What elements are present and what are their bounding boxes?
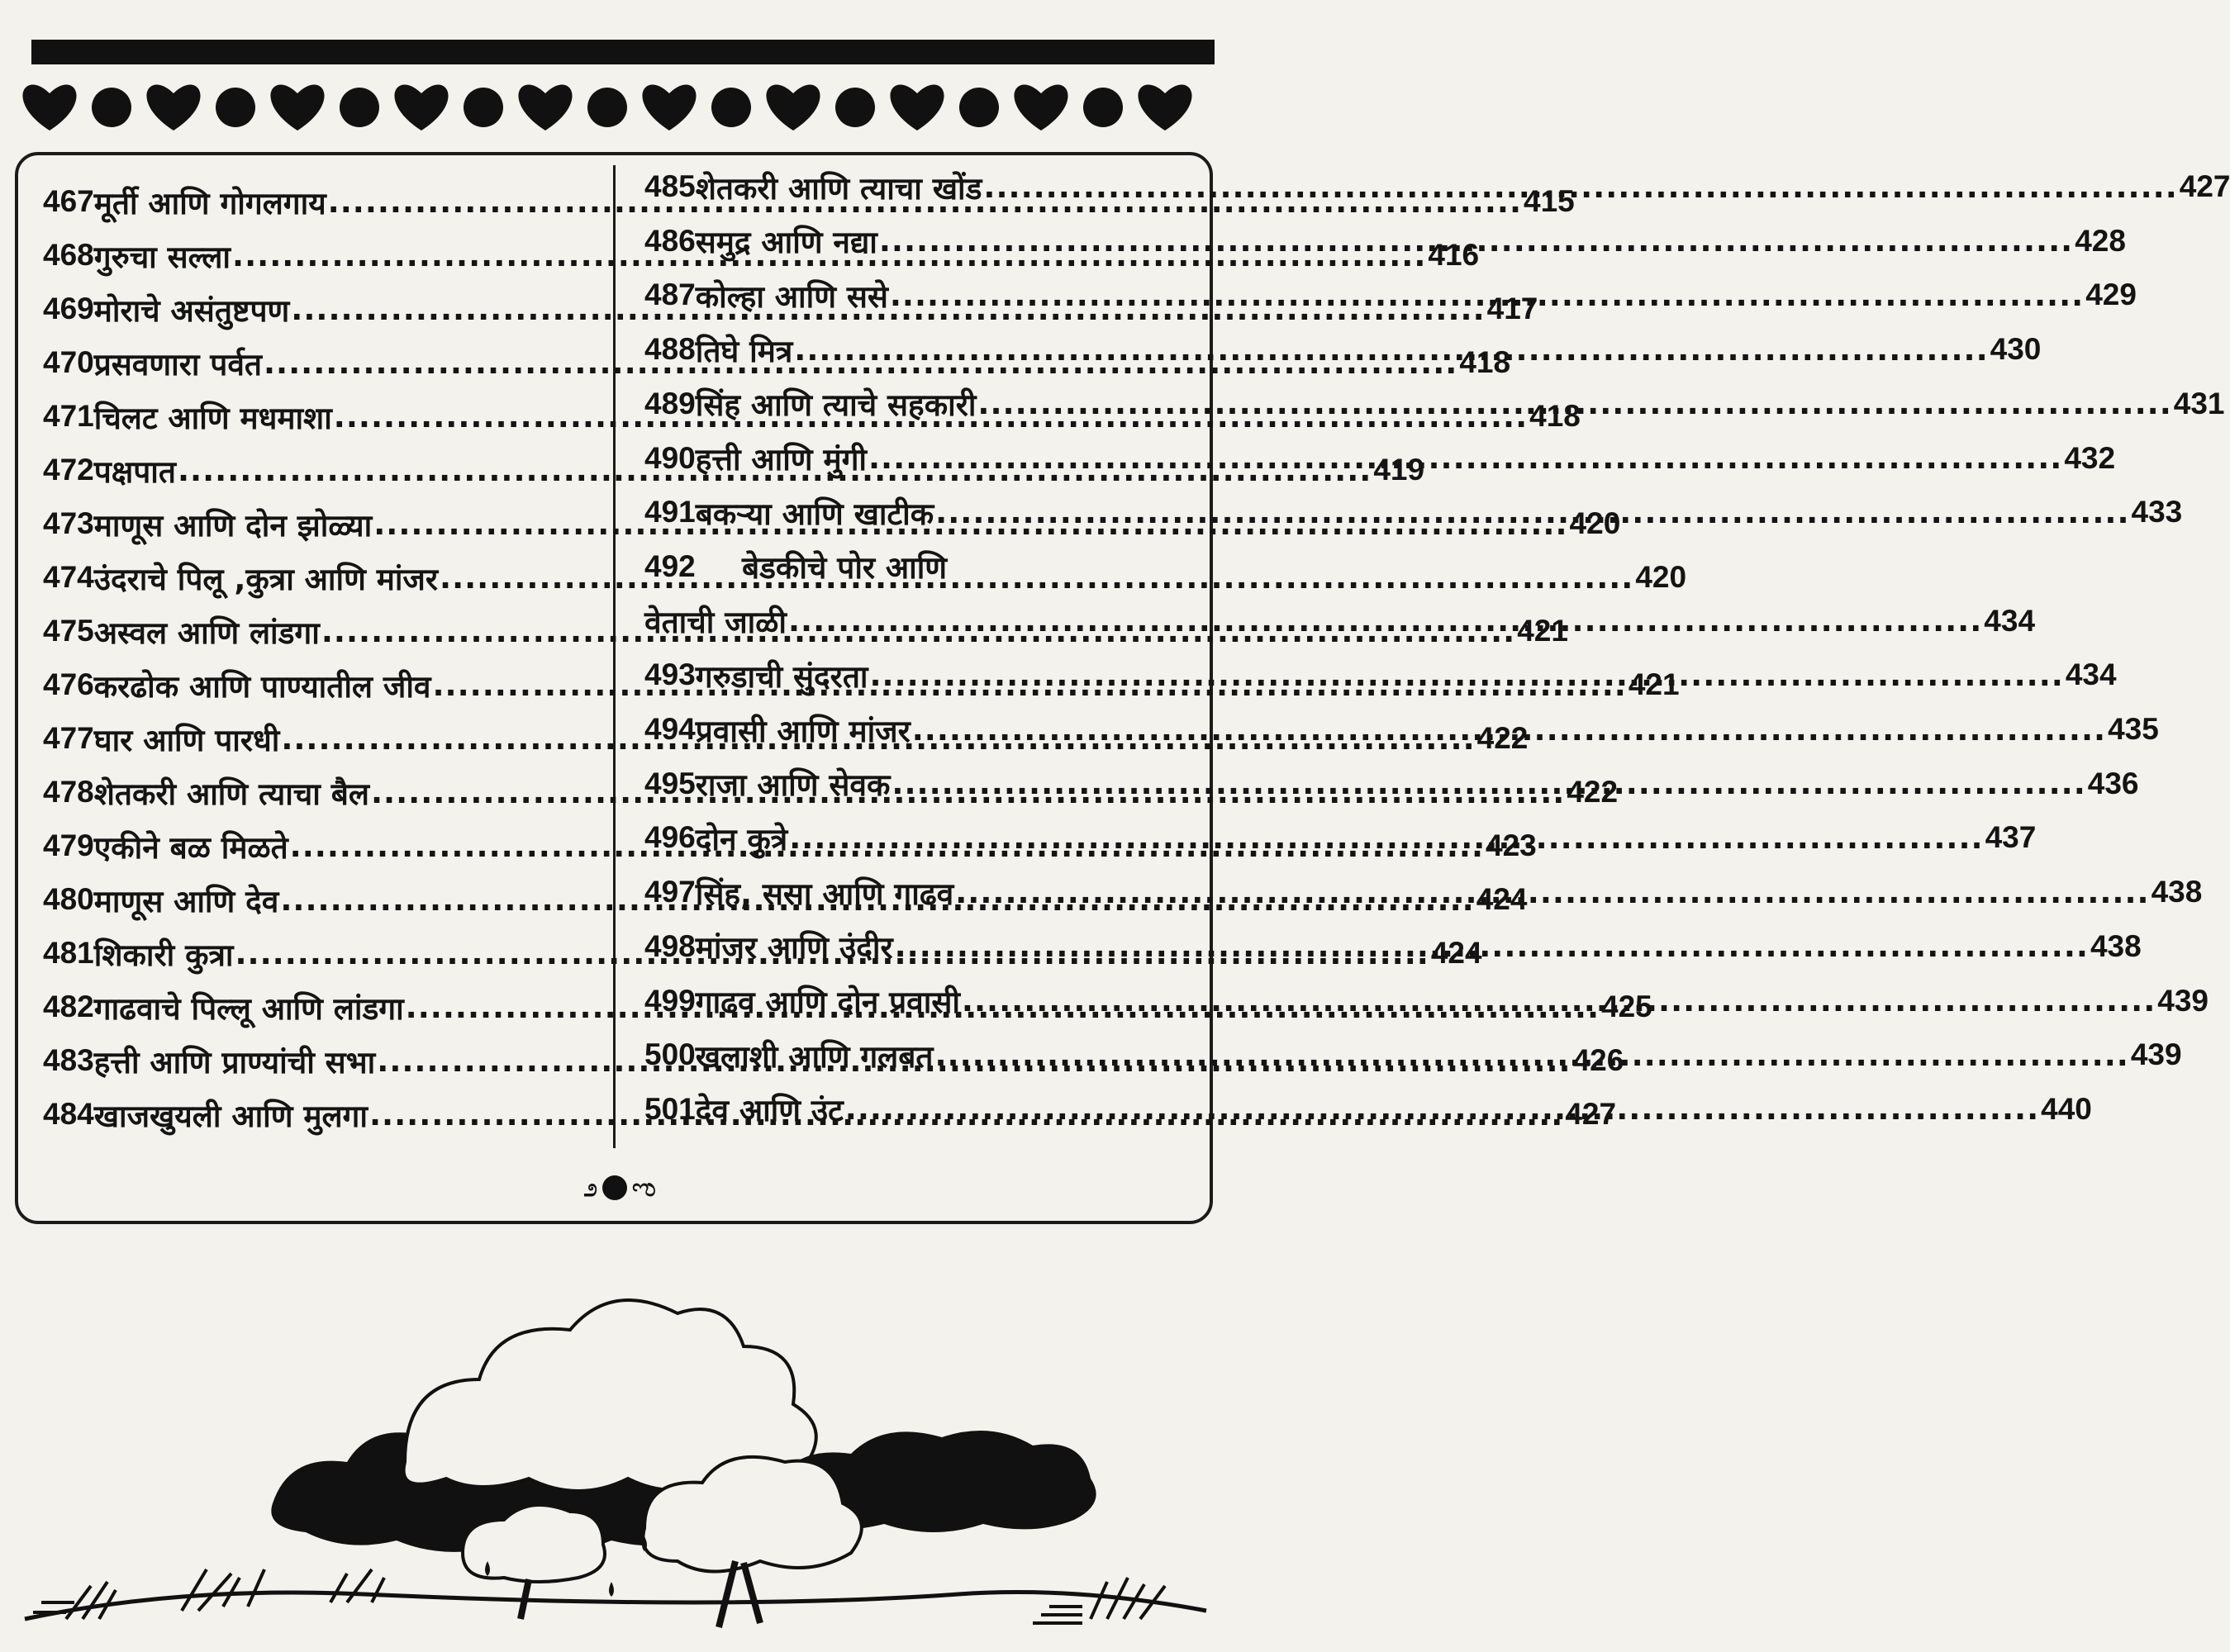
toc-entry-page: 438 xyxy=(2090,928,2142,963)
toc-entry-number: 475 xyxy=(43,614,94,648)
toc-entry-page: 438 xyxy=(2151,875,2203,909)
toc-entry-page: 440 xyxy=(2041,1091,2092,1126)
toc-entry-page: 434 xyxy=(1984,603,2036,638)
toc-entry-title: गाढव आणि दोन प्रवासी xyxy=(695,985,960,1020)
toc-entry-number: 476 xyxy=(43,667,94,701)
toc-entry-number: 494 xyxy=(644,712,696,746)
toc-entry-number: 474 xyxy=(43,560,94,594)
toc-entry-number: 479 xyxy=(43,828,94,862)
toc-entry-title: शिकारी कुत्रा xyxy=(93,937,234,973)
toc-leader-dots xyxy=(870,657,2064,693)
toc-leader-dots xyxy=(912,712,2106,748)
toc-entry-page: 424 xyxy=(1430,936,1482,970)
toc-entry-page: 422 xyxy=(1567,775,1619,809)
toc-entry-number: 499 xyxy=(644,983,696,1018)
toc-entry-title: दोन कुत्रे xyxy=(695,821,788,857)
toc-entry-title: माणूस आणि दोन झोळ्या xyxy=(93,507,373,544)
heart-icon xyxy=(22,84,76,131)
toc-entry-number: 495 xyxy=(644,766,696,800)
toc-entry-page: 416 xyxy=(1428,238,1480,272)
toc-entry-page: 419 xyxy=(1373,453,1425,487)
toc-leader-dots xyxy=(845,1091,2039,1127)
heart-icon xyxy=(394,84,448,131)
toc-entry-number: 493 xyxy=(644,657,696,692)
toc-entry-title: बेडकीचे पोर आणि xyxy=(742,550,948,586)
toc-entry-number: 491 xyxy=(644,495,696,529)
dot-icon xyxy=(835,88,875,127)
toc-entry-number: 488 xyxy=(644,332,696,367)
toc-entry-title: शेतकरी आणि त्याचा बैल xyxy=(93,776,369,812)
dot-icon xyxy=(602,1175,627,1200)
dot-icon xyxy=(711,88,751,127)
toc-entry-number: 483 xyxy=(43,1043,94,1077)
toc-entry-number: 486 xyxy=(644,223,696,258)
left-swirl-icon: ೨ xyxy=(583,1173,598,1203)
toc-entry-number: 473 xyxy=(43,506,94,540)
toc-entry-page: 427 xyxy=(2179,169,2230,203)
toc-entry-number: 500 xyxy=(644,1037,696,1072)
toc-entry-page: 426 xyxy=(1572,1043,1624,1077)
toc-entry-number: 478 xyxy=(43,775,94,809)
storm-clouds-trees-illustration xyxy=(17,1256,1223,1644)
dot-icon xyxy=(959,88,999,127)
toc-entry-title: सिंह आणि त्याचे सहकारी xyxy=(695,387,977,424)
toc-entry-page: 418 xyxy=(1529,399,1581,433)
toc-leader-dots xyxy=(962,983,2156,1018)
toc-leader-dots xyxy=(868,440,2062,476)
heart-icon xyxy=(766,84,820,131)
toc-entry-page: 421 xyxy=(1628,667,1680,701)
toc-entry-page: 437 xyxy=(1985,820,2037,855)
top-rule xyxy=(31,40,1215,64)
toc-entry-page: 439 xyxy=(2130,1037,2182,1072)
toc-entry-number: 501 xyxy=(644,1091,696,1126)
toc-entry-title: समुद्र आणि नद्या xyxy=(695,225,877,261)
toc-entry-page: 427 xyxy=(1565,1097,1617,1131)
toc-entry-number: 482 xyxy=(43,990,94,1023)
toc-entry-number: 496 xyxy=(644,820,696,855)
toc-entry-page: 415 xyxy=(1524,184,1575,218)
toc-entry-page: 428 xyxy=(2075,223,2126,258)
toc-entry-page: 424 xyxy=(1476,882,1528,916)
toc-entry-page: 420 xyxy=(1635,560,1687,594)
toc-entry-page: 429 xyxy=(2085,278,2137,312)
toc-entry-page: 420 xyxy=(1569,506,1621,540)
toc-entry-title: सिंह, ससा आणि गाढव xyxy=(695,876,954,912)
toc-entry-number: 471 xyxy=(43,399,94,433)
heart-dot-border-icon xyxy=(25,73,1223,139)
toc-entry-title: गुरुचा सल्ला xyxy=(93,239,231,275)
dot-icon xyxy=(464,88,503,127)
dot-icon xyxy=(340,88,379,127)
toc-entry-title: शेतकरी आणि त्याचा खोंड xyxy=(695,170,982,206)
heart-icon xyxy=(518,84,572,131)
toc-leader-dots xyxy=(935,495,2129,530)
heart-icon xyxy=(146,84,200,131)
toc-entry-number: 497 xyxy=(644,875,696,909)
toc-entry-number: 490 xyxy=(644,440,696,475)
toc-entry-page: 423 xyxy=(1486,828,1537,862)
toc-entry-title: बकऱ्या आणि खाटीक xyxy=(695,496,934,532)
heart-icon xyxy=(642,84,696,131)
toc-entry-number: 492 xyxy=(644,548,696,583)
dot-icon xyxy=(216,88,255,127)
toc-entry-title: वेताची जाळी xyxy=(644,605,787,641)
toc-leader-dots xyxy=(890,278,2084,313)
right-swirl-icon: ಌ xyxy=(632,1173,656,1203)
toc-entry-page: 439 xyxy=(2157,983,2209,1018)
toc-entry-title: मांजर आणि उंदीर xyxy=(695,930,893,966)
toc-entry-title: प्रसवणारा पर्वत xyxy=(93,346,262,382)
page-ornament-mark xyxy=(562,1171,678,1204)
toc-entry-title: खलाशी आणि गलबत xyxy=(695,1038,934,1075)
toc-entry-page: 417 xyxy=(1486,292,1538,325)
toc-entry-page: 421 xyxy=(1517,614,1568,648)
toc-leader-dots xyxy=(892,766,2085,801)
heart-icon xyxy=(270,84,324,131)
toc-entry-title: मोराचे असंतुष्टपण xyxy=(93,292,290,329)
toc-entry-number: 481 xyxy=(43,936,94,970)
toc-entry-number: 469 xyxy=(43,292,94,325)
toc-entry-number: 477 xyxy=(43,721,94,755)
toc-entry-number: 472 xyxy=(43,453,94,487)
toc-entry-page: 422 xyxy=(1476,721,1529,755)
toc-entry-title: तिघे मित्र xyxy=(695,333,793,369)
toc-entry-title: उंदराचे पिलू ,कुत्रा आणि मांजर xyxy=(93,561,439,597)
toc-entry-page: 434 xyxy=(2065,657,2117,692)
toc-entry-page: 432 xyxy=(2064,440,2116,475)
toc-entry-title: गाढवाचे पिल्लू आणि लांडगा xyxy=(93,990,404,1027)
toc-leader-dots xyxy=(794,332,1988,368)
toc-entry-page: 425 xyxy=(1601,990,1652,1023)
toc-entry-page: 418 xyxy=(1459,345,1511,379)
toc-entry-title: अस्वल आणि लांडगा xyxy=(93,615,320,651)
toc-entry-page: 436 xyxy=(2087,766,2139,800)
toc-entry-number: 484 xyxy=(43,1097,94,1131)
toc-entry-title: प्रवासी आणि मांजर xyxy=(695,713,911,749)
toc-entry-title: चिलट आणि मधमाशा xyxy=(93,400,332,436)
toc-entry-number: 470 xyxy=(43,345,94,379)
toc-entry-title: खाजखुयली आणि मुलगा xyxy=(93,1098,368,1134)
toc-entry xyxy=(644,542,1205,591)
toc-leader-dots xyxy=(955,875,2149,910)
toc-entry-page: 430 xyxy=(1990,332,2042,367)
toc-entry-page: 433 xyxy=(2131,495,2183,529)
toc-leader-dots xyxy=(789,820,1983,856)
toc-entry-title: देव आणि उंट xyxy=(695,1093,844,1129)
toc-entry-title: मूर्ती आणि गोगलगाय xyxy=(93,185,326,221)
dot-icon xyxy=(587,88,627,127)
toc-leader-dots xyxy=(983,169,2177,205)
toc-entry-page: 431 xyxy=(2173,386,2225,420)
toc-entry-number: 489 xyxy=(644,386,696,420)
toc-leader-dots xyxy=(895,928,2089,964)
toc-leader-dots xyxy=(879,223,2073,259)
toc-entry-number: 468 xyxy=(43,238,94,272)
toc-leader-dots xyxy=(977,386,2171,421)
toc-entry-number: 480 xyxy=(43,882,94,916)
toc-entry-title: हत्ती आणि मुंगी xyxy=(695,442,867,477)
heart-icon xyxy=(1014,84,1067,131)
toc-entry-title: करढोक आणि पाण्यातील जीव xyxy=(93,668,431,705)
toc-entry-title: राजा आणि सेवक xyxy=(695,767,891,804)
toc-entry-number: 498 xyxy=(644,928,696,963)
toc-entry-title: घार आणि पारधी xyxy=(93,722,280,758)
toc-entry-title: हत्ती आणि प्राण्यांची सभा xyxy=(93,1044,376,1080)
toc-entry-page: 435 xyxy=(2108,712,2159,746)
heart-icon xyxy=(890,84,944,131)
toc-entry-title: कोल्हा आणि ससे xyxy=(695,278,888,315)
toc-entry-title: गरुडाची सुंदरता xyxy=(695,658,868,695)
toc-entry-title: माणूस आणि देव xyxy=(93,883,279,919)
dot-icon xyxy=(1083,88,1123,127)
toc-entry-number: 467 xyxy=(43,184,94,218)
toc-leader-dots xyxy=(788,603,1982,638)
toc-entry-title: एकीने बळ मिळते xyxy=(93,829,288,866)
heart-icon xyxy=(1138,84,1191,131)
toc-entry-number: 485 xyxy=(644,169,696,203)
toc-leader-dots xyxy=(934,1037,2128,1073)
toc-entry-title: पक्षपात xyxy=(93,453,176,490)
dot-icon xyxy=(92,88,131,127)
toc-entry-number: 487 xyxy=(644,278,696,312)
